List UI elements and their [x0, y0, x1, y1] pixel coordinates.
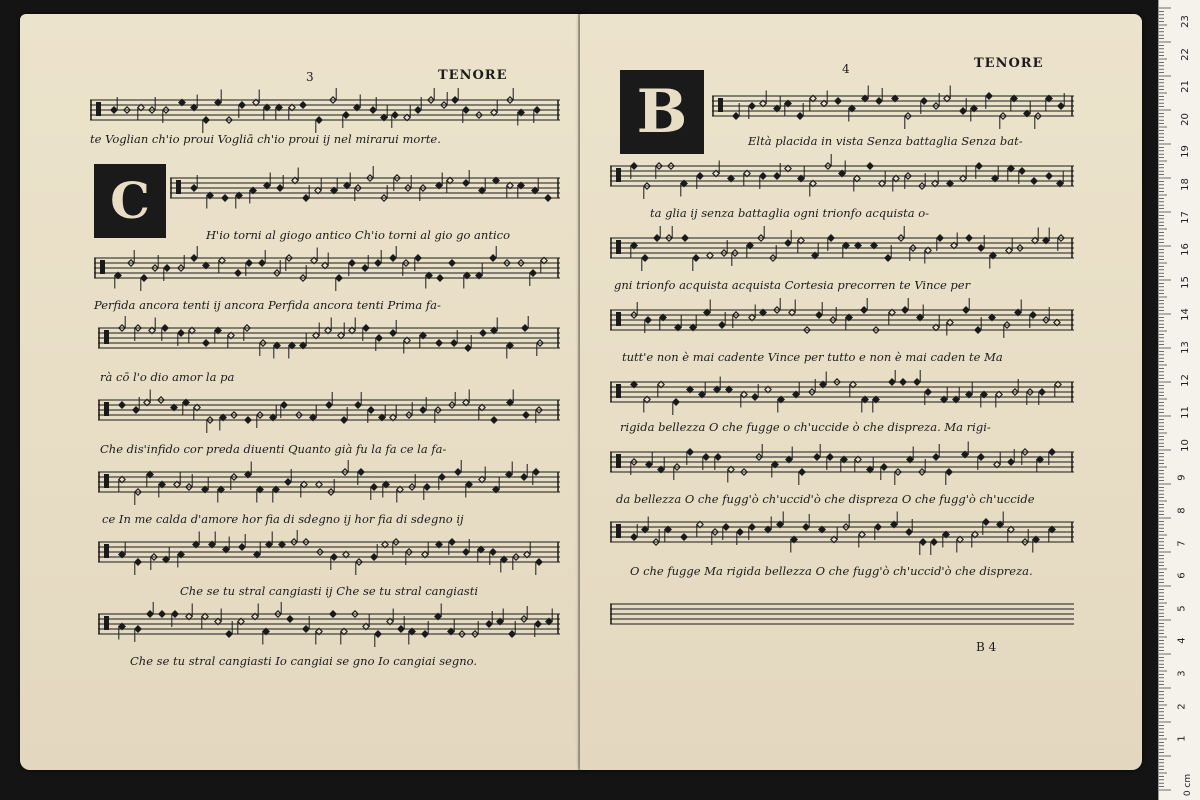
- ruler-number: 20: [1179, 112, 1191, 126]
- note-head: [535, 621, 541, 627]
- note-head: [631, 163, 637, 169]
- note-head: [876, 98, 882, 104]
- note-head: [1049, 449, 1055, 455]
- note-head: [774, 173, 780, 179]
- lyric-line: ta glia ij senza battaglia ogni trionfo acquista o-: [650, 206, 930, 220]
- note-head: [303, 626, 309, 632]
- note-head: [259, 260, 265, 266]
- note-head: [654, 235, 660, 241]
- note-head: [900, 379, 906, 385]
- lyric-line: Che se tu stral cangiasti Io cangiai se gno Io cangiai segno.: [130, 654, 478, 668]
- note-head: [245, 417, 251, 423]
- note-head: [1046, 173, 1052, 179]
- note-head: [828, 235, 834, 241]
- note-head: [814, 454, 820, 460]
- empty-staff: [610, 592, 1074, 616]
- note-head: [533, 469, 539, 475]
- clef-mark: [104, 330, 109, 344]
- note-head: [827, 454, 833, 460]
- note-head: [420, 407, 426, 413]
- note-head: [226, 631, 232, 637]
- note-head: [545, 195, 551, 201]
- note-head: [797, 113, 803, 119]
- ruler-number: 22: [1179, 47, 1191, 61]
- music-staff: [94, 246, 560, 270]
- note-head: [975, 327, 981, 333]
- note-head: [697, 173, 703, 179]
- clef-mark: [616, 168, 621, 182]
- note-head: [371, 484, 377, 490]
- ruler-number: 6: [1176, 572, 1188, 579]
- note-head: [889, 379, 895, 385]
- note-head: [235, 270, 241, 276]
- note-head: [480, 330, 486, 336]
- note-head: [390, 255, 396, 261]
- music-staff: [98, 316, 560, 340]
- signature-mark: B 4: [976, 640, 997, 654]
- note-head: [376, 335, 382, 341]
- note-head: [358, 469, 364, 475]
- note-head: [737, 529, 743, 535]
- music-staff: [712, 84, 1074, 108]
- note-head: [521, 474, 527, 480]
- note-head: [111, 107, 117, 113]
- note-head: [749, 524, 755, 530]
- note-head: [920, 539, 926, 545]
- ruler-number: 19: [1179, 145, 1191, 159]
- note-head: [867, 163, 873, 169]
- ruler-number: 5: [1176, 605, 1188, 612]
- ruler-number: 12: [1179, 373, 1191, 387]
- note-head: [172, 611, 178, 617]
- note-head: [1058, 103, 1064, 109]
- ruler-number: 13: [1179, 341, 1191, 354]
- note-head: [645, 317, 651, 323]
- note-head: [287, 616, 293, 622]
- note-head: [536, 559, 542, 565]
- ruler-unit: 0 cm: [1183, 773, 1194, 797]
- note-head: [452, 97, 458, 103]
- note-head: [135, 626, 141, 632]
- note-head: [449, 260, 455, 266]
- ruler-number: 18: [1179, 178, 1191, 191]
- note-head: [881, 464, 887, 470]
- note-head: [906, 529, 912, 535]
- clef-mark: [176, 180, 181, 194]
- music-staff: [610, 226, 1074, 250]
- note-head: [803, 524, 809, 530]
- note-head: [355, 402, 361, 408]
- note-head: [931, 539, 937, 545]
- note-head: [465, 345, 471, 351]
- music-staff: [610, 370, 1074, 394]
- note-head: [375, 631, 381, 637]
- note-head: [239, 544, 245, 550]
- note-head: [191, 255, 197, 261]
- note-head: [1030, 312, 1036, 318]
- note-head: [439, 474, 445, 480]
- lyric-line: O che fugge Ma rigida bellezza O che fugg'ò ch'uccid'ò che dispreza.: [630, 564, 1033, 578]
- note-head: [362, 265, 368, 271]
- ruler-number: 16: [1179, 243, 1191, 257]
- left-page: [20, 14, 586, 770]
- note-head: [749, 103, 755, 109]
- note-head: [946, 469, 952, 475]
- note-head: [933, 454, 939, 460]
- note-head: [966, 235, 972, 241]
- note-head: [875, 524, 881, 530]
- lyric-line: tutt'e non è mai cadente Vince per tutto e non è mai caden te Ma: [622, 350, 1003, 364]
- note-head: [463, 180, 469, 186]
- clef-mark: [718, 98, 723, 112]
- ruler-number: 17: [1179, 210, 1191, 224]
- page-number: 4: [842, 62, 850, 76]
- note-head: [885, 255, 891, 261]
- music-staff: [98, 602, 560, 626]
- note-head: [921, 98, 927, 104]
- note-head: [1008, 459, 1014, 465]
- note-head: [631, 534, 637, 540]
- music-staff: [98, 460, 560, 484]
- note-head: [509, 631, 515, 637]
- music-staff: [610, 440, 1074, 464]
- note-head: [682, 235, 688, 241]
- lyric-line: rà cō l'o dio amor la pa: [100, 370, 235, 384]
- note-head: [937, 235, 943, 241]
- page-number: 3: [306, 70, 314, 84]
- lyric-line: Che dis'infido cor preda diuenti Quanto già fu la fa ce la fa-: [100, 442, 447, 456]
- note-head: [300, 102, 306, 108]
- music-staff: [610, 510, 1074, 534]
- note-head: [960, 108, 966, 114]
- note-head: [437, 275, 443, 281]
- clef-mark: [616, 454, 621, 468]
- ruler-number: 4: [1176, 637, 1188, 645]
- clef-mark: [100, 260, 105, 274]
- note-head: [159, 611, 165, 617]
- note-head: [522, 325, 528, 331]
- note-head: [281, 402, 287, 408]
- note-head: [455, 469, 461, 475]
- note-head: [490, 549, 496, 555]
- ruler-number: 8: [1176, 507, 1188, 514]
- note-head: [490, 255, 496, 261]
- note-head: [133, 407, 139, 413]
- note-head: [303, 195, 309, 201]
- note-head: [239, 102, 245, 108]
- ruler-number: 11: [1179, 406, 1191, 420]
- lyric-line: Eltà placida in vista Senza battaglia Senza bat-: [748, 134, 1023, 148]
- music-staff: [90, 88, 560, 112]
- note-head: [341, 417, 347, 423]
- note-head: [375, 260, 381, 266]
- ruler-number: 21: [1179, 80, 1191, 94]
- note-head: [978, 245, 984, 251]
- music-staff: [610, 154, 1074, 178]
- note-head: [398, 626, 404, 632]
- clef-mark: [104, 474, 109, 488]
- note-head: [530, 270, 536, 276]
- note-head: [246, 260, 252, 266]
- note-head: [370, 107, 376, 113]
- note-head: [760, 173, 766, 179]
- note-head: [141, 275, 147, 281]
- note-head: [436, 340, 442, 346]
- note-head: [285, 479, 291, 485]
- note-head: [343, 112, 349, 118]
- clef-mark: [616, 384, 621, 398]
- note-head: [925, 389, 931, 395]
- note-head: [799, 469, 805, 475]
- note-head: [752, 394, 758, 400]
- ruler-number: 3: [1176, 670, 1188, 677]
- note-head: [673, 399, 679, 405]
- note-head: [162, 325, 168, 331]
- note-head: [371, 554, 377, 560]
- ruler-number: 14: [1179, 308, 1191, 322]
- note-head: [203, 340, 209, 346]
- note-head: [719, 322, 725, 328]
- note-head: [119, 402, 125, 408]
- note-head: [681, 534, 687, 540]
- ruler-number: 7: [1176, 539, 1188, 547]
- note-head: [222, 195, 228, 201]
- note-head: [277, 185, 283, 191]
- note-head: [449, 539, 455, 545]
- note-head: [147, 611, 153, 617]
- note-head: [164, 265, 170, 271]
- note-head: [1039, 389, 1045, 395]
- clef-mark: [104, 616, 109, 630]
- lyric-line: rigida bellezza O che fugge o ch'uccide ò che dispreza. Ma rigi-: [620, 420, 991, 434]
- music-staff: [170, 166, 560, 190]
- clef-mark: [104, 402, 109, 416]
- ruler-number: 23: [1179, 15, 1191, 28]
- note-head: [835, 98, 841, 104]
- ruler-number: 9: [1176, 474, 1188, 482]
- clef-mark: [616, 240, 621, 254]
- note-head: [330, 611, 336, 617]
- note-head: [703, 454, 709, 460]
- note-head: [316, 117, 322, 123]
- note-head: [203, 117, 209, 123]
- ruler-number: 10: [1179, 438, 1191, 452]
- note-head: [135, 559, 141, 565]
- decorated-initial: B: [620, 70, 704, 154]
- note-head: [390, 330, 396, 336]
- note-head: [983, 519, 989, 525]
- clef-mark: [96, 102, 101, 116]
- note-head: [424, 484, 430, 490]
- note-head: [733, 113, 739, 119]
- lyric-line: gni trionfo acquista acquista Cortesia precorren te Vince per: [614, 278, 971, 292]
- clef-mark: [104, 544, 109, 558]
- note-head: [723, 524, 729, 530]
- lyric-line: H'io torni al giogo antico Ch'io torni al gio go antico: [206, 228, 510, 242]
- note-head: [976, 163, 982, 169]
- ruler-number: 15: [1179, 275, 1191, 289]
- music-staff: [98, 388, 560, 412]
- note-head: [642, 255, 648, 261]
- lyric-line: te Voglian ch'io proui Vogliā ch'io proui ij nel mirarui morte.: [90, 132, 441, 146]
- music-staff: [610, 298, 1074, 322]
- measurement-ruler: [1158, 0, 1200, 800]
- running-head: TENORE: [974, 56, 1044, 71]
- note-head: [986, 93, 992, 99]
- lyric-line: da bellezza O che fugg'ò ch'uccid'ò che dispreza O che fugg'ò ch'uccide: [616, 492, 1035, 506]
- note-head: [331, 554, 337, 560]
- lyric-line: Che se tu stral cangiasti ij Che se tu stral cangiasti: [180, 584, 479, 598]
- note-head: [914, 379, 920, 385]
- note-head: [422, 631, 428, 637]
- note-head: [463, 107, 469, 113]
- lyric-line: Perfida ancora tenti ij ancora Perfida ancora tenti Prima fa-: [94, 298, 441, 312]
- note-head: [451, 340, 457, 346]
- note-head: [486, 621, 492, 627]
- note-head: [349, 260, 355, 266]
- clef-mark: [616, 312, 621, 326]
- lyric-line: ce In me calda d'amore hor fia di sdegno ij hor fia di sdegno ij: [102, 512, 464, 526]
- note-head: [902, 307, 908, 313]
- note-head: [491, 417, 497, 423]
- music-staff: [98, 530, 560, 554]
- note-head: [523, 412, 529, 418]
- note-head: [785, 240, 791, 246]
- note-head: [415, 255, 421, 261]
- note-head: [415, 107, 421, 113]
- note-head: [1019, 168, 1025, 174]
- note-head: [963, 307, 969, 313]
- note-head: [463, 549, 469, 555]
- note-head: [392, 112, 398, 118]
- note-head: [191, 185, 197, 191]
- clef-mark: [616, 524, 621, 538]
- running-head: TENORE: [438, 68, 508, 83]
- right-page: [580, 14, 1142, 770]
- note-head: [715, 454, 721, 460]
- note-head: [336, 275, 342, 281]
- note-head: [978, 454, 984, 460]
- ruler-number: 2: [1176, 702, 1188, 710]
- decorated-initial: C: [94, 164, 166, 238]
- note-head: [687, 449, 693, 455]
- note-head: [178, 330, 184, 336]
- ruler-number: 1: [1176, 735, 1188, 742]
- note-head: [368, 407, 374, 413]
- note-head: [1031, 178, 1037, 184]
- note-head: [363, 325, 369, 331]
- note-head: [816, 312, 822, 318]
- note-head: [693, 255, 699, 261]
- note-head: [326, 402, 332, 408]
- note-head: [861, 307, 867, 313]
- note-head: [534, 107, 540, 113]
